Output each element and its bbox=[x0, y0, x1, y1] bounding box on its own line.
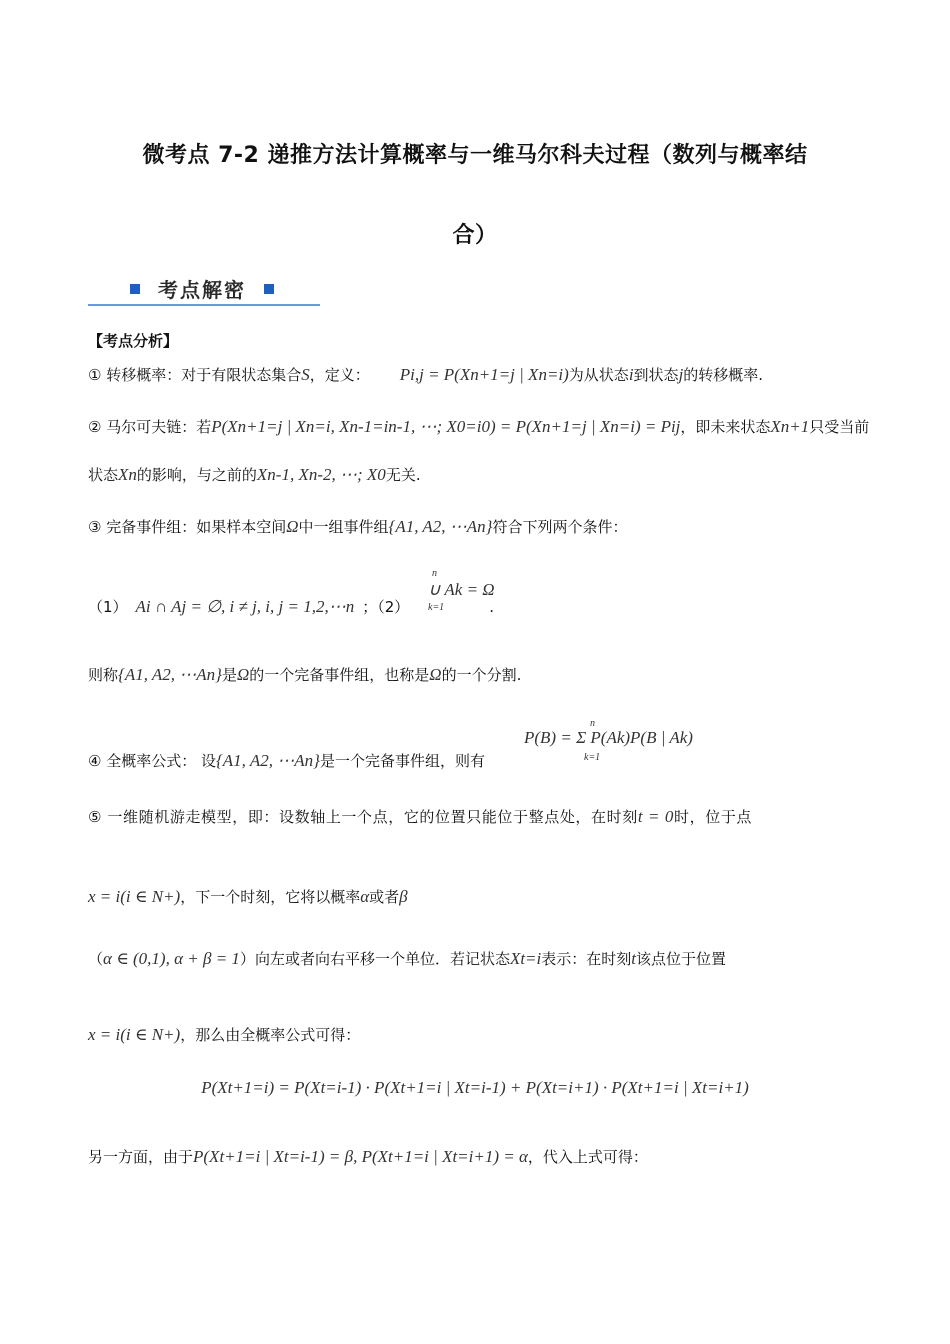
document-page: 微考点 7-2 递推方法计算概率与一维马尔科夫过程（数列与概率结 合） 考点解密 【考点分析】 ① 转移概率：对于有限状态集合S，定义： Pi,j = P(Xn+1=j | Xn=i)为从状态i到状态j的转移概率. ② 马尔可夫链：若P(Xn+1=j | Xn=i, Xn-1=in-1, ⋯; X0=i0) = P(Xn+1=j | Xn=i) = Pij，即未来状态Xn+1只受当前 状态Xn的影响，与之前的Xn-1, Xn-2, ⋯; X0无关. ③ 完备事件组：如果样本空间Ω中一组事件组{A1, A2, ⋯An}符合下列两个条件： （1） Ai ∩ Aj = ∅, i ≠ j, i, j = 1,2,⋯n ；（2） . n ∪ Ak = Ω k=1 则称{A1, A2, ⋯An}是Ω的一个完备事件组，也称是Ω的一个分割. ④ 全概率公式： 设{A1, A2, ⋯An}是一个完备事件组，则有 n P(B) = Σ P(Ak)P(B | Ak) k=1 ⑤ 一维随机游走模型，即：设数轴上一个点，它的位置只能位于整点处，在时刻t = 0时，位于点 x = i(i ∈ N+)，下一个时刻，它将以概率α或者β （α ∈ (0,1), α + β = 1）向左或者向右平移一个单位．若记状态Xt=i表示：在时刻t该点位于位置 x = i(i ∈ N+)，那么由全概率公式可得： P(Xt+1=i) = P(Xt=i-1) · P(Xt+1=i | Xt=i-1) + P(Xt=i+1) · P(Xt+1=i | Xt=i+1) 另一方面，由于P(Xt+1=i | Xt=i-1) = β, P(Xt+1=i | Xt=i+1) = α，代入上式可得： bbox=[0, 0, 950, 1344]
condition-1-formula: Ai ∩ Aj = ∅, i ≠ j, i, j = 1,2,⋯n bbox=[135, 597, 355, 616]
section-badge-label: 考点解密 bbox=[158, 278, 246, 302]
paragraph-complete-event-group: ③ 完备事件组：如果样本空间Ω中一组事件组{A1, A2, ⋯An}符合下列两个条件： bbox=[88, 517, 628, 536]
square-bullet-icon bbox=[264, 284, 274, 294]
document-title-line2: 合） bbox=[452, 223, 498, 248]
section-underline bbox=[88, 304, 320, 306]
paragraph-partition: 则称{A1, A2, ⋯An}是Ω的一个完备事件组，也称是Ω的一个分割. bbox=[88, 665, 522, 684]
paragraph-random-walk: ⑤ 一维随机游走模型，即：设数轴上一个点，它的位置只能位于整点处，在时刻t = 0时，位于点 bbox=[88, 807, 753, 826]
square-bullet-icon bbox=[130, 284, 140, 294]
random-walk-formula: P(Xt+1=i) = P(Xt=i-1) · P(Xt+1=i | Xt=i-1) + P(Xt=i+1) · P(Xt+1=i | Xt=i+1) bbox=[201, 1078, 749, 1097]
section-badge bbox=[88, 272, 320, 308]
document-title-line1: 微考点 7-2 递推方法计算概率与一维马尔科夫过程（数列与概率结 bbox=[142, 143, 808, 168]
conditions-line: （1） Ai ∩ Aj = ∅, i ≠ j, i, j = 1,2,⋯n ；（2） . bbox=[88, 597, 495, 616]
transition-formula: Pi,j = P(Xn+1=j | Xn=i) bbox=[399, 365, 569, 384]
subheading: 【考点分析】 bbox=[88, 332, 179, 350]
paragraph-random-walk-cont: x = i(i ∈ N+)，下一个时刻，它将以概率α或者β bbox=[88, 887, 408, 906]
markov-formula: P(Xn+1=j | Xn=i, Xn-1=in-1, ⋯; X0=i0) = P(Xn+1=j | Xn=i) = Pij bbox=[211, 417, 681, 436]
paragraph-random-walk-position: x = i(i ∈ N+)，那么由全概率公式可得： bbox=[88, 1025, 361, 1044]
paragraph-substitution: 另一方面，由于P(Xt+1=i | Xt=i-1) = β, P(Xt+1=i | Xt=i+1) = α，代入上式可得： bbox=[88, 1147, 648, 1166]
paragraph-total-probability: ④ 全概率公式： 设{A1, A2, ⋯An}是一个完备事件组，则有 bbox=[88, 751, 485, 770]
paragraph-random-walk-state: （α ∈ (0,1), α + β = 1）向左或者向右平移一个单位．若记状态Xt=i表示：在时刻t该点位于位置 bbox=[88, 949, 727, 968]
paragraph-transition-probability: ① 转移概率：对于有限状态集合S，定义： Pi,j = P(Xn+1=j | Xn=i)为从状态i到状态j的转移概率. bbox=[88, 365, 764, 384]
paragraph-markov-chain: ② 马尔可夫链：若P(Xn+1=j | Xn=i, Xn-1=in-1, ⋯; X0=i0) = P(Xn+1=j | Xn=i) = Pij，即未来状态Xn+1只受当前 bbox=[88, 417, 870, 436]
paragraph-markov-chain-cont: 状态Xn的影响，与之前的Xn-1, Xn-2, ⋯; X0无关. bbox=[88, 465, 421, 484]
